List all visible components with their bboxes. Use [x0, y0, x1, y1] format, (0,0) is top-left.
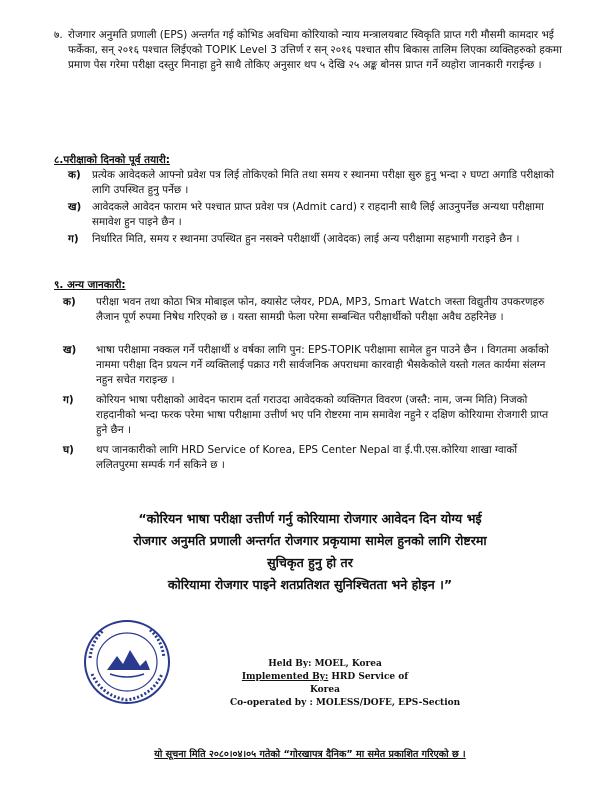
item-7 [54, 28, 568, 73]
section-9-item-ga [63, 393, 560, 438]
item-label: ग) [68, 233, 79, 245]
item-text: भाषा परीक्षामा नक्कल गर्ने परीक्षार्थी ४ वर्षका लागि पुन: EPS-TOPIK परीक्षामा सामेल हुन पाउने छैन । विगतमा अर्काको नाममा परीक्षा दिन प्रयत्न गर्ने व्यक्तिलाई पक्राउ गरी सार्वजनिक अपराधमा कारवाही भैसकेकोले यस्तो गलत कार्यमा संलग्न नहुन सचेत गराइन्छ । [96, 344, 549, 386]
section-8-heading: ८.परीक्षाको दिनको पूर्व तयारी: [54, 154, 170, 166]
section-9-heading: ९. अन्य जानकारी: [54, 279, 126, 291]
item-text: निर्धारित मिति, समय र स्थानमा उपस्थित हुन नसक्ने परीक्षार्थी (आवेदक) लाई अन्य परीक्षामा सहभागी गराइने छैन । [92, 233, 520, 245]
item-label: ख) [68, 201, 82, 213]
section-9-item-gha [63, 443, 560, 473]
item-label: ख) [63, 344, 77, 356]
department-seal-stamp [82, 618, 172, 706]
item-7-number: ७. [54, 29, 63, 41]
publication-note: यो सूचना मिति २०८०।०४।०५ गतेको “गोरखापत्र दैनिक” मा समेत प्रकाशित गरिएको छ । [154, 749, 466, 760]
section-8-item-ga [68, 232, 562, 247]
implemented-by-line [230, 671, 420, 697]
item-text: परीक्षा भवन तथा कोठा भित्र मोबाइल फोन, क्यासेट प्लेयर, PDA, MP3, Smart Watch जस्ता विद्युतीय उपकरणहरु लैजान पूर्ण रुपमा निषेध गरिएको छ । यस्ता सामग्री फेला परेमा सम्बन्धित परीक्षार्थीको परीक्षा अवैध ठहरिनेछ । [96, 296, 545, 323]
item-label: क) [63, 296, 76, 308]
cooperated-by: Co-operated by : MOLESS/DOFE, EPS-Section [230, 698, 461, 708]
item-7-text: रोजगार अनुमति प्रणाली (EPS) अन्तर्गत गई कोभिड अवधिमा कोरियाको न्याय मन्त्रालयबाट स्विकृति प्राप्त गरी मौसमी कामदार भई फर्केका, सन् २०१६ पश्चात लिईएको TOPIK Level 3 उत्तिर्ण र सन् २०१६ पश्चात सीप बिकास तालिम लिएका व्यक्तिहरुको हकमा प्रमाण पेस गरेमा परीक्षा दस्तुर मिनाहा हुने साथै तोकिए अनुसार थप ५ देखि २५ अङ्क बोनस प्राप्त गर्ने व्यहोरा जानकारी गराईन्छ । [68, 29, 562, 71]
held-by: Held By: MOEL, Korea [268, 659, 382, 669]
quote-line-4: कोरियामा रोजगार पाइने शतप्रतिशत सुनिश्चितता भने होइन ।” [167, 577, 453, 592]
implemented-by-value: HRD Service of Korea [310, 672, 409, 695]
item-label: घ) [63, 444, 74, 456]
credits-block [230, 658, 461, 710]
section-8-item-kha [68, 200, 562, 230]
quote-line-3: सुचिकृत हुनु हो तर [267, 555, 353, 570]
item-label: क) [68, 169, 81, 181]
section-9-item-kha [63, 343, 560, 388]
item-label: ग) [63, 394, 74, 406]
implemented-by-label: Implemented By: [241, 672, 329, 682]
item-text: प्रत्येक आवेदकले आफ्नो प्रवेश पत्र लिई तोकिएको मिति तथा समय र स्थानमा परीक्षा सुरु हुनु भन्दा २ घण्टा अगाडि परीक्षाको लागि उपस्थित हुनु पर्नेछ । [92, 169, 555, 196]
section-8-item-ka [68, 168, 562, 198]
item-text: आवेदकले आवेदन फाराम भरे पश्चात प्राप्त प्रवेश पत्र (Admit card) र राहदानी साथै लिई आउनुपर्नेछ अन्यथा परीक्षामा समावेश हुन पाइने छैन । [92, 201, 544, 228]
section-9-item-ka [63, 295, 560, 325]
item-text: कोरियन भाषा परीक्षाको आवेदन फाराम दर्ता गराउदा आवेदकको व्यक्तिगत विवरण (जस्तै: नाम, जन्म मिति) निजको राहदानीको भन्दा फरक परेमा भाषा परीक्षामा उत्तीर्ण भए पनि रोष्टरमा नाम समावेश नहुने र दक्षिण कोरियामा रोजगारी प्राप्त हुने छैन । [96, 394, 549, 436]
item-text: थप जानकारीको लागि HRD Service of Korea, EPS Center Nepal वा ई.पी.एस.कोरिया शाखा ग्वार्को ललितपुरमा सम्पर्क गर्न सकिने छ । [96, 444, 518, 471]
quote-line-1: “कोरियन भाषा परीक्षा उत्तीर्ण गर्नु कोरियामा रोजगार आवेदन दिन योग्य भई [138, 511, 482, 526]
quote-line-2: रोजगार अनुमति प्रणाली अन्तर्गत रोजगार प्रकृयामा सामेल हुनको लागि रोष्टरमा [133, 533, 487, 548]
